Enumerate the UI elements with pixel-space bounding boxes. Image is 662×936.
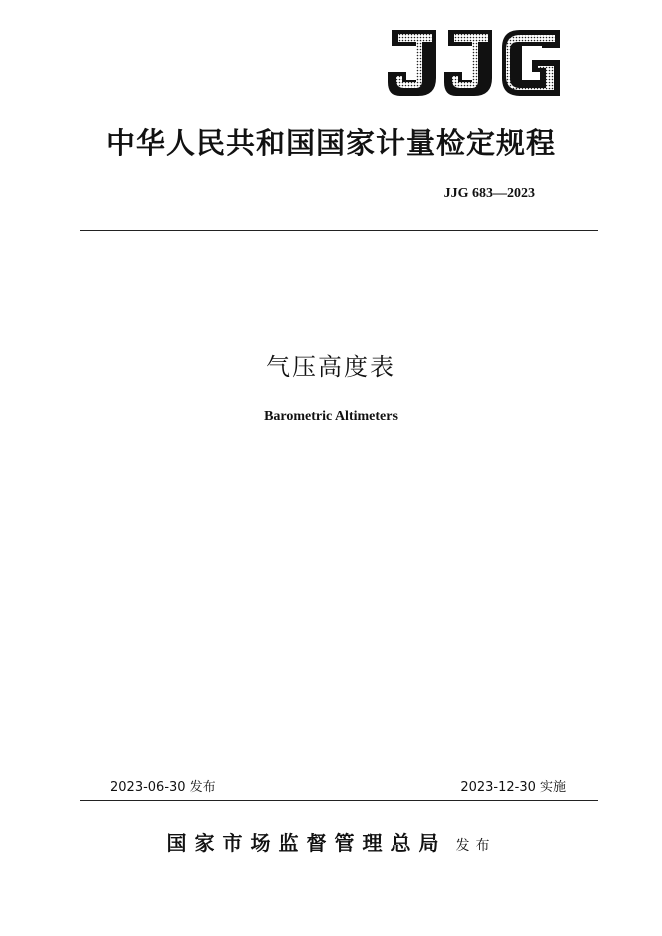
implementation-date: 2023-12-30 实施 <box>460 780 566 795</box>
standard-number: JJG 683—2023 <box>443 186 535 201</box>
publisher-action: 发布 <box>455 838 496 854</box>
header-divider <box>80 230 598 231</box>
document-title-english: Barometric Altimeters <box>264 409 398 424</box>
publisher-line <box>0 827 662 856</box>
regulation-category-title: 中华人民共和国国家计量检定规程 <box>105 126 556 160</box>
footer-divider <box>80 800 598 801</box>
document-title-chinese: 气压高度表 <box>266 353 396 381</box>
jjg-logo <box>386 28 562 100</box>
issue-date: 2023-06-30 发布 <box>110 780 216 795</box>
publisher-name: 国家市场监督管理总局 <box>166 831 447 855</box>
